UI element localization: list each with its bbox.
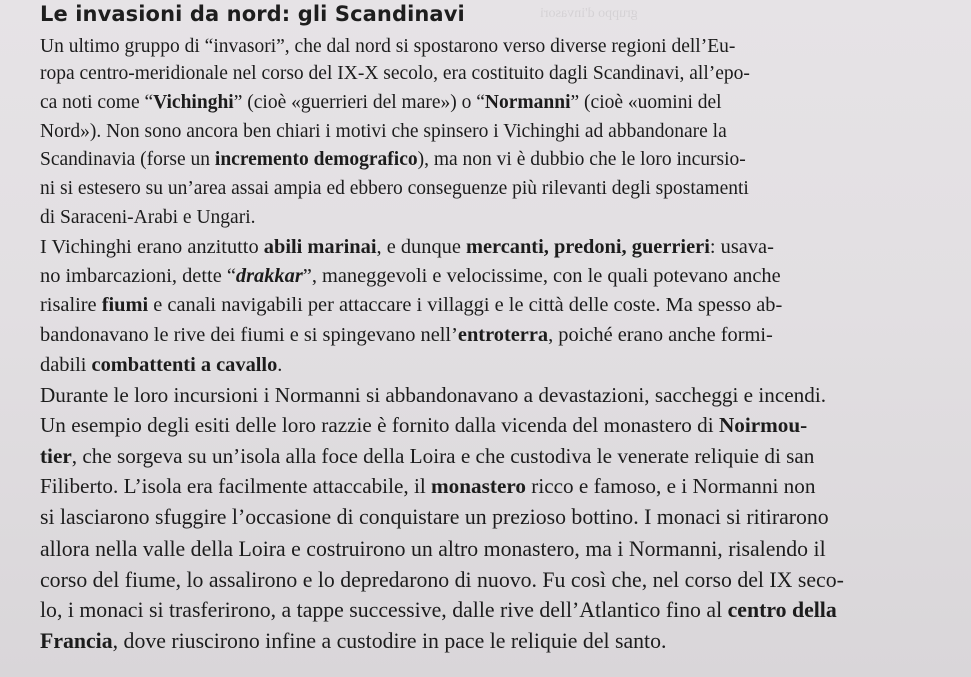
text-run: ricco e famoso, e i Normanni non: [525, 474, 816, 498]
bold-text: incremento demografico: [214, 149, 418, 170]
bold-text: combattenti a cavallo: [91, 354, 278, 376]
bold-text: tier: [40, 444, 72, 468]
text-run: bandonavano le rive dei fiumi e si spingevano nell’: [40, 324, 458, 346]
paragraph-line: [40, 121, 727, 143]
text-run: ” (cioè «uomini del: [570, 92, 722, 113]
text-run: ni si estesero su un’area assai ampia ed ebbero conseguenze più rilevanti degli spostamenti: [40, 178, 749, 199]
paragraph-line: [40, 236, 774, 259]
text-run: Filiberto. L’isola era facilmente attaccabile, il: [40, 474, 432, 498]
bold-text: Vichinghi: [153, 92, 234, 113]
paragraph-line: [40, 505, 829, 530]
paragraph-line: [40, 383, 826, 408]
bold-text: abili marinai: [263, 236, 377, 258]
text-run: allora nella valle della Loira e costruirono un altro monastero, ma i Normanni, risalendo il: [40, 537, 826, 561]
bold-text: Noirmou-: [718, 413, 808, 437]
paragraph-line: [40, 178, 749, 200]
paragraph-line: [40, 207, 256, 229]
text-run: I Vichinghi erano anzitutto: [40, 236, 264, 258]
text-run: ca noti come “: [40, 92, 154, 113]
paragraph-line: [40, 629, 666, 654]
text-run: ” (cioè «guerrieri del mare») o “: [233, 92, 485, 113]
text-run: ropa centro-meridionale nel corso del IX-X secolo, era costituito dagli Scandinavi, all’epo-: [40, 63, 750, 84]
text-run: risalire: [40, 294, 102, 316]
text-run: dabili: [40, 354, 92, 376]
text-run: ”, maneggevoli e velocissime, con le quali potevano anche: [302, 265, 781, 287]
paragraph-line: [40, 444, 814, 469]
paragraph-line: [40, 36, 735, 58]
paragraph-line: [40, 63, 750, 85]
paragraph-line: [40, 294, 782, 317]
bold-text: mercanti, predoni, guerrieri: [465, 236, 710, 258]
text-run: si lasciarono sfuggire l’occasione di conquistare un prezioso bottino. I monaci si ritirarono: [40, 505, 829, 529]
text-run: ), ma non vi è dubbio che le loro incursio-: [417, 149, 746, 170]
paragraph-line: [40, 598, 837, 623]
text-run: Nord»). Non sono ancora ben chiari i motivi che spinsero i Vichinghi ad abbandonare la: [40, 121, 727, 142]
text-run: Scandinavia (forse un: [40, 149, 215, 170]
text-run: Durante le loro incursioni i Normanni si abbandonavano a devastazioni, saccheggi e incendi.: [40, 383, 827, 407]
text-run: , che sorgeva su un’isola alla foce della Loira e che custodiva le venerate reliquie di san: [71, 444, 815, 468]
paragraph-line: [40, 568, 844, 593]
paragraph-line: [40, 149, 746, 171]
text-run: , dove riuscirono infine a custodire in pace le reliquie del santo.: [112, 629, 667, 653]
paragraph-line: [40, 324, 773, 347]
text-run: lo, i monaci si trasferirono, a tappe successive, dalle rive dell’Atlantico fino al: [40, 598, 728, 622]
text-run: no imbarcazioni, dette “: [40, 265, 236, 287]
bold-text: fiumi: [101, 294, 149, 316]
text-run: corso del fiume, lo assalirono e lo depredarono di nuovo. Fu così che, nel corso del IX seco-: [40, 568, 844, 592]
paragraph-line: [40, 92, 722, 114]
text-run: Un esempio degli esiti delle loro razzie è fornito dalla vicenda del monastero di: [40, 413, 719, 437]
paragraph-line: [40, 354, 282, 377]
text-run: Un ultimo gruppo di “invasori”, che dal nord si spostarono verso diverse regioni dell’Eu-: [40, 36, 736, 57]
bold-text: drakkar: [235, 265, 303, 287]
text-run: .: [277, 354, 283, 376]
paragraph-line: [40, 413, 807, 438]
paragraph-line: [40, 474, 815, 499]
text-run: , poiché erano anche formi-: [548, 324, 773, 346]
paragraph-line: [40, 537, 826, 562]
bold-text: entroterra: [457, 324, 549, 346]
text-run: e canali navigabili per attaccare i villaggi e le città delle coste. Ma spesso ab-: [148, 294, 783, 316]
bleed-through-text: gruppo d'invasori: [540, 6, 638, 21]
bold-text: Francia: [40, 629, 113, 653]
paragraph-line: [40, 265, 781, 288]
text-run: di Saraceni-Arabi e Ungari.: [40, 207, 256, 228]
bold-text: centro della: [727, 598, 837, 622]
bold-text: monastero: [431, 474, 526, 498]
text-run: : usava-: [709, 236, 774, 258]
bold-text: Normanni: [484, 92, 571, 113]
text-run: , e dunque: [376, 236, 466, 258]
section-title: Le invasioni da nord: gli Scandinavi: [40, 2, 465, 26]
